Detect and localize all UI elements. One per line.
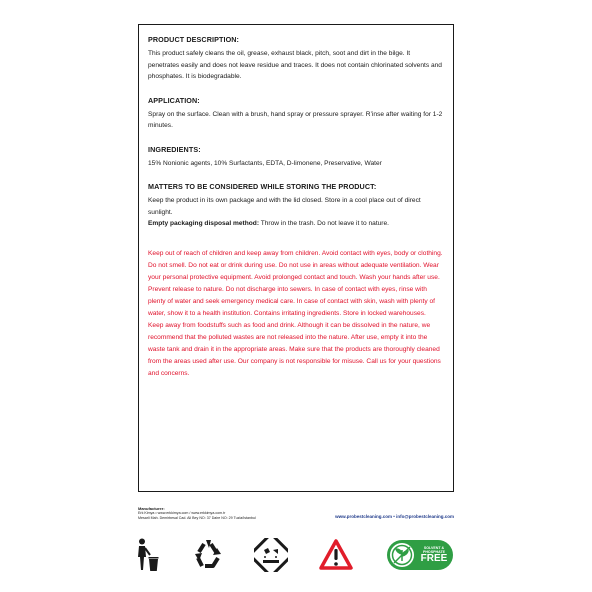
safety-warning-text: Keep out of reach of children and keep away from children. Avoid contact with eyes, body or clothing. Do not smell. Do not eat or drink during use. Do not use in areas without adequate ventilation. Wear your personal protective equipment. Avoid prolonged contact and touch. Wash your hands after use. Prevent release to nature. Do not discharge into sewers. In case of contact with eyes, rinse with plenty of water and seek emergency medical care. In case of contact with skin, wash with plenty of water, show it to a health institution. Contains irritating ingredients. Store in locked warehouses. Keep away from foodstuffs such as food and drink. Although it can be dissolved in the nature, we recommend that the polluted wastes are not released into the nature. After use, empty it into the waste tank and drain it in the appropriate areas. Make sure that the products are thoroughly cleaned from the areas used after use. Our company is not responsible for misuse. Call us for your questions and concerns. xyxy=(148,249,443,378)
contact-info xyxy=(335,514,454,519)
email-link[interactable]: info@probestcleaning.com xyxy=(396,514,454,519)
badge-top-text: SOLVENT & PHOSPHATE xyxy=(422,546,446,554)
contact-separator: • xyxy=(393,514,395,519)
manufacturer-address: Mesarli Mah. Demirbesal Cad. Ali Bey NO: 37 Daire NO: 29 Tuzla/Istanbul xyxy=(138,516,256,520)
application-title: APPLICATION: xyxy=(148,95,200,105)
manufacturer-title: Manufacturer: xyxy=(138,506,165,511)
manufacturer-footer xyxy=(138,506,454,528)
solvent-phosphate-free-badge xyxy=(386,538,454,572)
ingredients-title: INGREDIENTS: xyxy=(148,144,201,154)
disposal-text: Throw in the trash. Do not leave it to nature. xyxy=(259,220,390,227)
application-body: Spray on the surface. Clean with a brush, hand spray or pressure sprayer. R’inse after waiting for 1-2 minutes. xyxy=(148,110,443,129)
application-section xyxy=(148,96,443,132)
badge-free-text: FREE xyxy=(420,553,448,564)
product-label-panel xyxy=(138,24,454,492)
manufacturer-company: Erk Kimya • www.erkkimya.com / www.erkkimya.com.tr xyxy=(138,511,226,515)
website-link[interactable]: www.probestcleaning.com xyxy=(335,514,392,519)
corrosive-hazard-icon xyxy=(254,538,288,572)
description-body: This product safely cleans the oil, grease, exhaust black, pitch, soot and dirt in the bilge. It penetrates easily and does not leave residue and traces. It does not contain chlorinated solvents and phosphates. It is biodegradable. xyxy=(148,50,442,80)
ingredients-section xyxy=(148,145,443,170)
recycle-icon xyxy=(191,538,225,572)
storage-section xyxy=(148,182,443,230)
storage-text: Keep the product in its own package and with the lid closed. Store in a cool place out of direct sunlight. xyxy=(148,197,421,216)
description-section xyxy=(148,35,443,83)
pictogram-row xyxy=(133,538,455,572)
description-title: PRODUCT DESCRIPTION: xyxy=(148,35,240,44)
disposal-label: Empty packaging disposal method: xyxy=(148,220,260,227)
warning-triangle-icon xyxy=(319,538,353,572)
trash-disposal-icon xyxy=(135,538,159,572)
ingredients-body: 15% Nonionic agents, 10% Surfactants, EDTA, D-limonene, Preservative, Water xyxy=(148,159,382,167)
storage-body xyxy=(148,195,443,230)
storage-title: MATTERS TO BE CONSIDERED WHILE STORING THE PRODUCT: xyxy=(148,182,377,191)
